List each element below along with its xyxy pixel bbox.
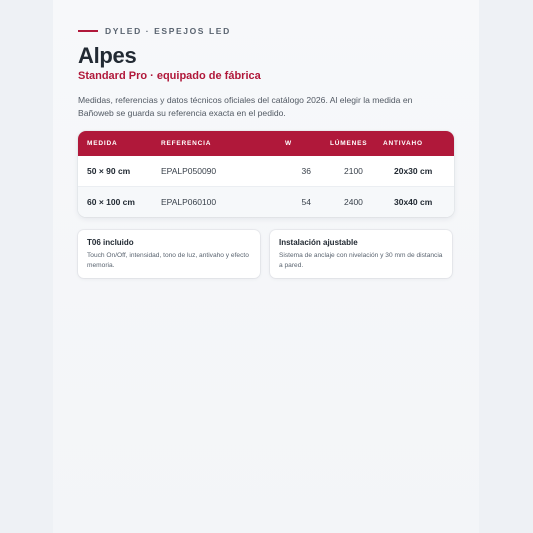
cell-antivaho: 20x30 cm [394, 166, 433, 176]
table-header [78, 131, 454, 156]
table-row [78, 156, 454, 186]
cell-medida: 50 × 90 cm [87, 166, 131, 176]
column-header-w: W [285, 140, 292, 147]
column-header-antivaho: ANTIVAHO [383, 140, 423, 147]
table-row [78, 186, 454, 217]
page-description: Medidas, referencias y datos técnicos oficiales del catálogo 2026. Al elegir la medida en Bañoweb se guarda su referencia exacta en el pedido. [78, 95, 413, 118]
cell-referencia: EPALP060100 [161, 197, 217, 207]
cell-medida: 60 × 100 cm [87, 197, 135, 207]
eyebrow-text: DYLED · ESPEJOS LED [105, 26, 231, 36]
column-header-referencia: REFERENCIA [161, 140, 212, 147]
feature-card-installation [270, 230, 452, 278]
column-header-medida: MEDIDA [87, 140, 118, 147]
column-header-lumenes: LÚMENES [330, 140, 368, 147]
cell-w: 36 [301, 166, 311, 176]
eyebrow [78, 26, 231, 36]
accent-bar [78, 30, 98, 32]
feature-title: T06 incluido [87, 238, 134, 247]
feature-description: Touch On/Off, intensidad, tono de luz, antivaho y efecto memoria. [87, 252, 249, 269]
feature-description: Sistema de anclaje con nivelación y 30 mm de distancia a pared. [279, 252, 443, 269]
page-title: Alpes [78, 43, 137, 68]
specs-table [78, 131, 454, 217]
cell-w: 54 [301, 197, 311, 207]
cell-referencia: EPALP050090 [161, 166, 217, 176]
feature-title: Instalación ajustable [279, 238, 358, 247]
cell-antivaho: 30x40 cm [394, 197, 433, 207]
page-subtitle: Standard Pro · equipado de fábrica [78, 70, 261, 82]
feature-card-t06 [78, 230, 260, 278]
cell-lumenes: 2100 [344, 166, 363, 176]
product-page [53, 0, 479, 533]
cell-lumenes: 2400 [344, 197, 363, 207]
feature-cards [78, 230, 454, 278]
